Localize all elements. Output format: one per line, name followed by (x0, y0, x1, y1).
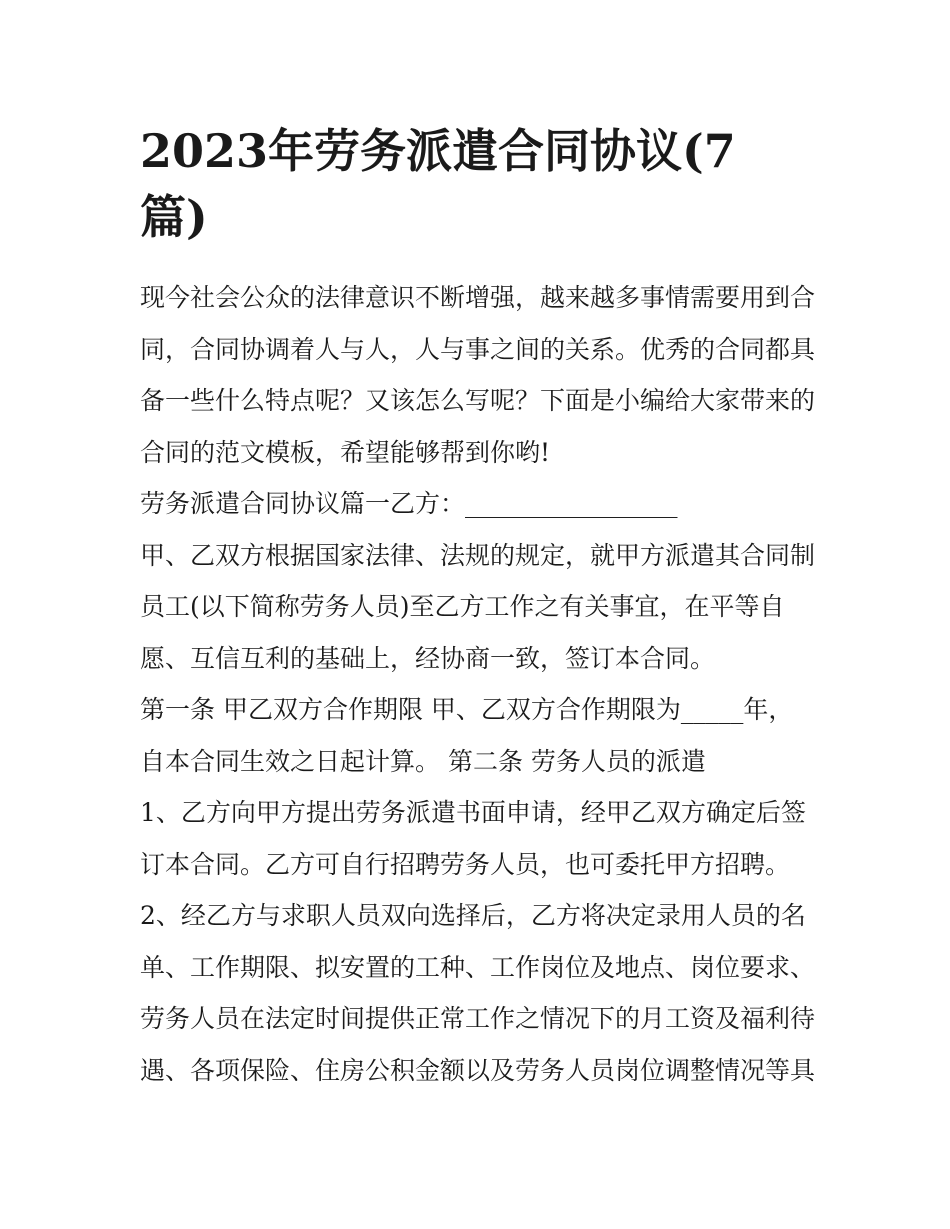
text-line: 自本合同生效之日起计算。 第二条 劳务人员的派遣 (140, 746, 706, 776)
text-line: 劳务派遣合同协议篇一乙方：_________________ (140, 489, 678, 518)
clause-2-paragraph (140, 890, 820, 1096)
title-line-2: 篇) (140, 190, 208, 244)
article-one-paragraph (140, 684, 820, 787)
document-title (140, 118, 820, 250)
text-line: 同，合同协调着人与人，人与事之间的关系。优秀的合同都具 (140, 334, 816, 364)
text-line: 备一些什么特点呢？又该怎么写呢？下面是小编给大家带来的 (140, 386, 816, 415)
text-line: 劳务人员在法定时间提供正常工作之情况下的月工资及福利待 (140, 1004, 816, 1033)
text-line: 愿、互信互利的基础上，经协商一致，签订本合同。 (140, 643, 716, 673)
text-line: 订本合同。乙方可自行招聘劳务人员，也可委托甲方招聘。 (140, 849, 791, 879)
document-page (140, 118, 820, 1096)
section-heading-paragraph (140, 478, 820, 530)
text-line: 员工(以下简称劳务人员)至乙方工作之有关事宜，在平等自 (140, 592, 785, 621)
preamble-paragraph (140, 530, 820, 685)
text-line: 遇、各项保险、住房公积金额以及劳务人员岗位调整情况等具 (140, 1055, 816, 1085)
intro-paragraph (140, 272, 820, 478)
text-line: 第一条 甲乙双方合作期限 甲、乙双方合作期限为_____年， (140, 695, 794, 724)
clause-1-paragraph (140, 787, 820, 890)
text-line: 单、工作期限、拟安置的工种、工作岗位及地点、岗位要求、 (140, 952, 816, 982)
title-line-1: 2023年劳务派遣合同协议(7 (140, 124, 736, 178)
text-line: 合同的范文模板，希望能够帮到你哟! (140, 437, 551, 467)
text-line: 2、经乙方与求职人员双向选择后，乙方将决定录用人员的名 (140, 901, 806, 930)
text-line: 甲、乙双方根据国家法律、法规的规定，就甲方派遣其合同制 (140, 540, 816, 570)
text-line: 现今社会公众的法律意识不断增强，越来越多事情需要用到合 (140, 283, 816, 312)
text-line: 1、乙方向甲方提出劳务派遣书面申请，经甲乙双方确定后签 (140, 798, 806, 827)
